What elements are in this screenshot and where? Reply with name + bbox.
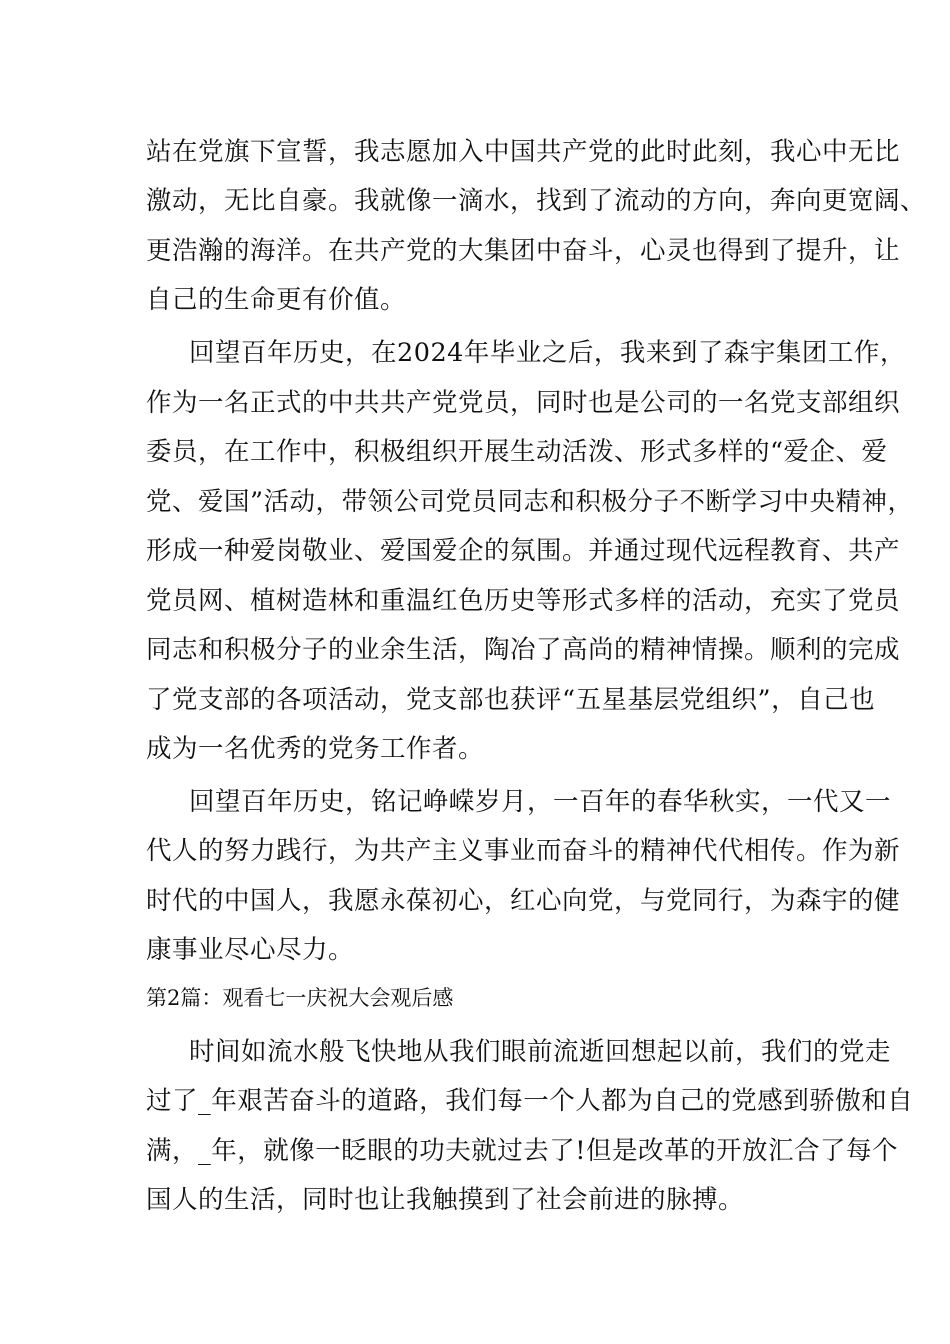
paragraph-line: 代人的努力践行，为共产主义事业而奋斗的精神代代相传。作为新 xyxy=(146,836,901,866)
paragraph-line: 党、爱国”活动，带领公司党员同志和积极分子不断学习中央精神， xyxy=(146,487,914,517)
paragraph-line: 了党支部的各项活动，党支部也获评“五星基层党组织”，自己也 xyxy=(146,685,876,715)
paragraph-line: 国人的生活，同时也让我触摸到了社会前进的脉搏。 xyxy=(146,1185,745,1215)
paragraph-line: 同志和积极分子的业余生活，陶冶了高尚的精神情操。顺利的完成 xyxy=(146,635,901,665)
paragraph-line: 党员网、植树造林和重温红色历史等形式多样的活动，充实了党员 xyxy=(146,586,901,616)
paragraph-line: 满，_年，就像一眨眼的功夫就过去了!但是改革的开放汇合了每个 xyxy=(146,1136,898,1166)
section-heading: 第2篇：观看七一庆祝大会观后感 xyxy=(146,986,454,1010)
paragraph-line: 康事业尽心尽力。 xyxy=(146,935,355,965)
paragraph-line: 过了_年艰苦奋斗的道路，我们每一个人都为自己的党感到骄傲和自 xyxy=(146,1086,914,1116)
paragraph-line: 站在党旗下宣誓，我志愿加入中国共产党的此时此刻，我心中无比 xyxy=(146,137,901,167)
paragraph-line: 时间如流水般飞快地从我们眼前流逝回想起以前，我们的党走 xyxy=(189,1037,892,1067)
paragraph-line: 更浩瀚的海洋。在共产党的大集团中奋斗，心灵也得到了提升，让 xyxy=(146,236,901,266)
paragraph-line: 自己的生命更有价值。 xyxy=(146,285,407,315)
paragraph-line: 成为一名优秀的党务工作者。 xyxy=(146,734,485,764)
paragraph-line: 形成一种爱岗敬业、爱国爱企的氛围。并通过现代远程教育、共产 xyxy=(146,536,901,566)
paragraph-line: 回望百年历史，在2024年毕业之后，我来到了森宇集团工作， xyxy=(189,338,906,368)
paragraph-line: 回望百年历史，铭记峥嵘岁月，一百年的春华秋实，一代又一 xyxy=(189,787,892,817)
paragraph-line: 激动，无比自豪。我就像一滴水，找到了流动的方向，奔向更宽阔、 xyxy=(146,186,927,216)
paragraph-line: 委员，在工作中，积极组织开展生动活泼、形式多样的“爱企、爱 xyxy=(146,437,888,467)
paragraph-line: 时代的中国人，我愿永葆初心，红心向党，与党同行，为森宇的健 xyxy=(146,886,901,916)
paragraph-line: 作为一名正式的中共共产党党员，同时也是公司的一名党支部组织 xyxy=(146,388,901,418)
